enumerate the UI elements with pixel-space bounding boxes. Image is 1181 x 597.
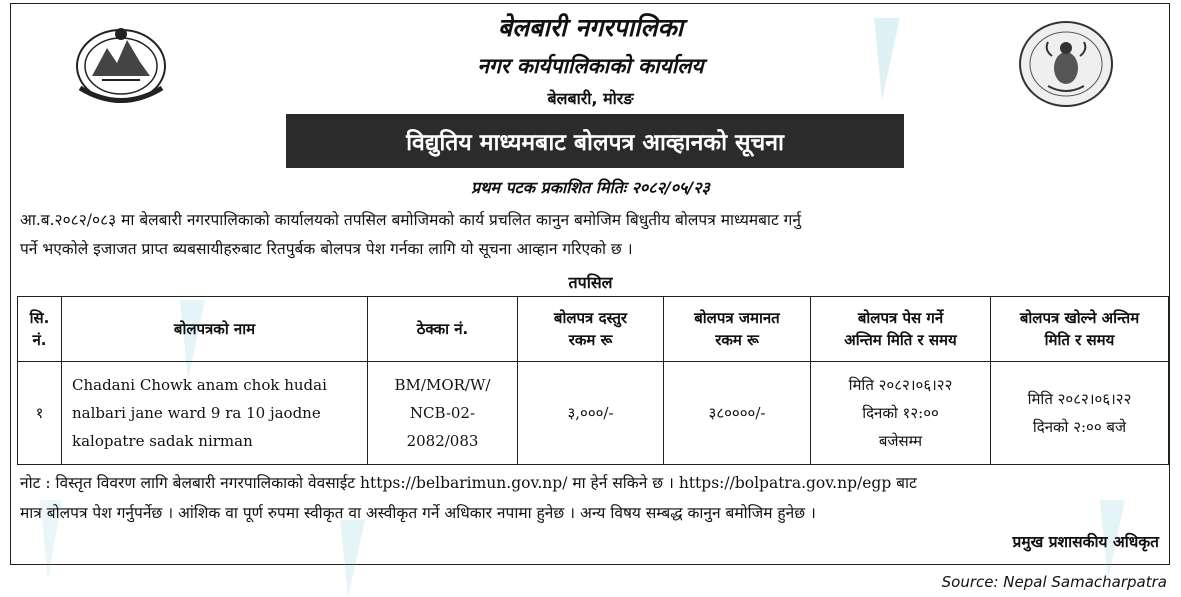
office-subtitle: नगर कार्यपालिकाको कार्यालय xyxy=(477,54,704,78)
intro-line-2: पर्ने भएकोले इजाजत प्राप्त ब्यबसायीहरुबाट रितपुर्बक बोलपत्र पेश गर्नका लागि यो सूचना आव्हान गरिएको छ । xyxy=(20,240,633,258)
header-contract xyxy=(368,297,518,362)
cell-submit-line-1: मिति २०८२।०६।२२ xyxy=(848,376,953,394)
note-line-2: मात्र बोलपत्र पेश गर्नुपर्नेछ । आंशिक वा पूर्ण रुपमा स्वीकृत वा अस्वीकृत गर्ने अधिकार नपामा हुनेछ । अन्य विषय सम्बद्ध कानुन बमोजिम हुनेछ । xyxy=(20,504,816,522)
cell-contract-line-2: NCB-02- xyxy=(409,404,476,422)
cell-submit-line-3: बजेसम्म xyxy=(878,432,923,450)
cell-open-line-2: दिनको २:०० बजे xyxy=(1032,418,1127,436)
note-paragraph xyxy=(20,468,1170,528)
cell-contract xyxy=(368,362,518,465)
header-open xyxy=(991,297,1169,362)
source-credit: Source: Nepal Samacharpatra xyxy=(941,573,1167,591)
signatory: प्रमुख प्रशासकीय अधिकृत xyxy=(1012,533,1159,551)
table-header-row xyxy=(18,297,1169,362)
note-line-1: नोट : विस्तृत विवरण लागि बेलबारी नगरपालिकाको वेवसाईट https://belbarimun.gov.np/ मा हेर्न सकिने छ । https://bolpatra.gov.np/egp बाट xyxy=(20,474,917,492)
table-row xyxy=(18,362,1169,465)
cell-contract-line-3: 2082/083 xyxy=(406,432,479,450)
cell-bond: ३८००००/- xyxy=(664,362,811,465)
table-title: तपसिल xyxy=(568,273,613,292)
intro-paragraph xyxy=(20,206,1170,264)
header-open-line-2: मिति र समय xyxy=(1044,331,1115,349)
publish-date: प्रथम पटक प्रकाशित मितिः २०८२/०५/२३ xyxy=(471,178,710,197)
header-bond-line-2: रकम रू xyxy=(715,331,759,349)
office-address: बेलबारी, मोरङ xyxy=(547,89,634,108)
header-name xyxy=(62,297,368,362)
header-sn xyxy=(18,297,62,362)
notice-title: विद्युतिय माध्यमबाट बोलपत्र आव्हानको सूचना xyxy=(406,130,784,156)
header-submit-line-1: बोलपत्र पेस गर्ने xyxy=(857,309,944,327)
header-fee-line-1: बोलपत्र दस्तुर xyxy=(553,309,628,327)
cell-open-line-1: मिति २०८२।०६।२२ xyxy=(1027,390,1132,408)
header-sn-line-2: नं. xyxy=(32,331,47,349)
cell-contract-line-1: BM/MOR/W/ xyxy=(394,376,491,394)
header-bond-line-1: बोलपत्र जमानत xyxy=(694,309,780,327)
header-fee-line-2: रकम रू xyxy=(568,331,613,349)
cell-open xyxy=(991,362,1169,465)
header-name-text: बोलपत्रको नाम xyxy=(173,320,256,338)
intro-line-1: आ.ब.२०८२/०८३ मा बेलबारी नगरपालिकाको कार्यालयको तपसिल बमोजिमको कार्य प्रचलित कानुन बमोजिम बिधुतीय बोलपत्र माध्यमबाट गर्नु xyxy=(20,211,802,229)
header-open-line-1: बोलपत्र खोल्ने अन्तिम xyxy=(1019,309,1140,327)
cell-name-line-3: kalopatre sadak nirman xyxy=(72,432,253,450)
office-name: बेलबारी नगरपालिका xyxy=(497,13,684,42)
cell-name-line-1: Chadani Chowk anam chok hudai xyxy=(72,376,327,394)
cell-fee: ३,०००/- xyxy=(518,362,664,465)
header-contract-text: ठेक्का नं. xyxy=(416,320,469,338)
header-fee xyxy=(518,297,664,362)
header-submit xyxy=(811,297,991,362)
cell-sn: १ xyxy=(18,362,62,465)
cell-name xyxy=(62,362,368,465)
header-submit-line-2: अन्तिम मिति र समय xyxy=(844,331,957,349)
cell-name-line-2: nalbari jane ward 9 ra 10 jaodne xyxy=(72,404,321,422)
tender-table xyxy=(17,296,1169,465)
header-sn-line-1: सि. xyxy=(29,309,50,327)
cell-submit-line-2: दिनको १२:०० xyxy=(862,404,939,422)
header-bond xyxy=(664,297,811,362)
notice-title-banner xyxy=(286,114,904,168)
cell-submit xyxy=(811,362,991,465)
